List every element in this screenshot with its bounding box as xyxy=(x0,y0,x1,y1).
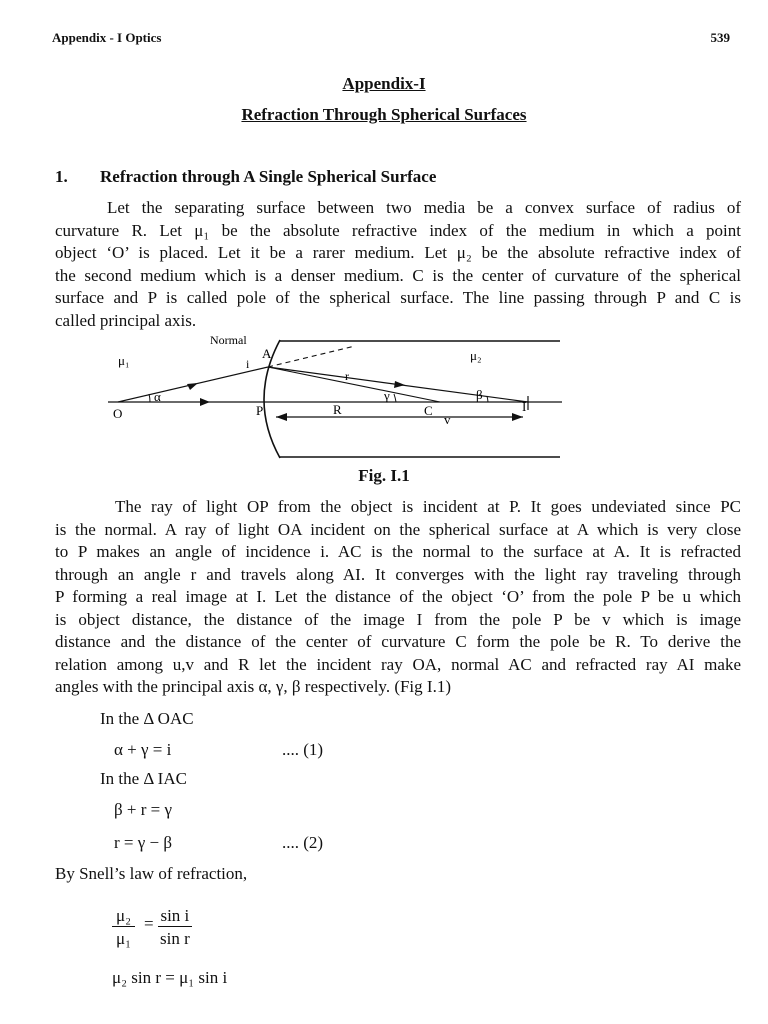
beta-label: β xyxy=(476,387,483,402)
mu1-label: μ₁ xyxy=(118,353,130,368)
equation-1: α + γ = i xyxy=(114,740,172,759)
fraction-sin-numerator: sin i xyxy=(158,906,192,927)
point-p-label: P xyxy=(256,403,264,418)
distance-v-label: v xyxy=(444,412,451,427)
fraction-mu-denominator: μ₁ xyxy=(116,929,132,948)
text-line: P forming a real image at I. Let the distance of the object ‘O’ from the pole P be u which xyxy=(55,587,741,606)
text-line: is the normal. A ray of light OA incident on the spherical surface at A which is very close xyxy=(55,519,741,539)
text-line: to P makes an angle of incidence i. AC is the normal to the surface at A. It is refracted xyxy=(55,542,741,561)
section-number: 1. xyxy=(55,167,68,186)
r-angle-label: r xyxy=(345,369,349,383)
page-number: 539 xyxy=(710,30,730,45)
triangle-oac-text: In the Δ OAC xyxy=(100,709,194,728)
paragraph-derivation xyxy=(55,496,741,699)
running-header: Appendix - I Optics xyxy=(52,30,162,45)
text-line: angles with the principal axis α, γ, β respectively. (Fig I.1) xyxy=(55,677,451,696)
text-line: surface and P is called pole of the spherical surface. The line passing through P and C is xyxy=(55,288,741,307)
fraction-mu-numerator: μ₂ xyxy=(112,906,135,927)
equation-beta-r: β + r = γ xyxy=(114,800,172,819)
text-line: the second medium which is a denser medium. C is the center of curvature of the spherical xyxy=(55,265,741,285)
point-a-label: A xyxy=(262,346,272,361)
text-line: The ray of light OP from the object is incident at P. It goes undeviated since PC xyxy=(115,497,741,516)
point-o-label: O xyxy=(113,406,123,421)
point-i-label: I xyxy=(522,399,527,414)
text-line: relation among u,v and R let the incident ray OA, normal AC and refracted ray AI make xyxy=(55,654,741,674)
text-line: Let the separating surface between two media be a convex surface of radius of xyxy=(107,198,741,217)
equation-2: r = γ − β xyxy=(114,833,172,852)
text-line: distance and the distance of the center of curvature C form the pole be R. To derive the xyxy=(55,632,741,651)
equation-snell-form: μ₂ sin r = μ₁ sin i xyxy=(112,968,228,987)
point-r-label: R xyxy=(333,402,342,417)
appendix-subtitle: Refraction Through Spherical Surfaces xyxy=(241,105,527,124)
gamma-label: γ xyxy=(384,388,390,403)
refracted-ray-arrow xyxy=(394,381,405,388)
equation-2-number: .... (2) xyxy=(282,833,324,852)
alpha-label: α xyxy=(154,389,161,404)
fraction-sin xyxy=(158,906,192,951)
figure-caption: Fig. I.1 xyxy=(358,466,410,485)
text-line: called principal axis. xyxy=(55,310,197,330)
point-c-label: C xyxy=(424,403,433,418)
normal-line-ac xyxy=(268,367,440,402)
incident-ray-arrow xyxy=(187,383,198,390)
text-line: curvature R. Let μ₁ be the absolute refractive index of the medium in which a point xyxy=(55,220,741,240)
normal-extension xyxy=(268,346,355,367)
text-line: object ‘O’ is placed. Let it be a rarer medium. Let μ₂ be the absolute refractive index of xyxy=(55,243,741,262)
equation-1-number: .... (1) xyxy=(282,740,324,759)
refraction-figure xyxy=(0,330,768,465)
snell-law-text: By Snell’s law of refraction, xyxy=(55,864,248,883)
i-angle-label: i xyxy=(246,357,250,371)
triangle-iac-text: In the Δ IAC xyxy=(100,769,187,788)
equals-sign: = xyxy=(144,914,154,933)
distance-arrow-left xyxy=(276,413,287,421)
gamma-arc xyxy=(394,394,396,402)
fraction-mu xyxy=(112,906,135,951)
alpha-arc xyxy=(149,394,150,402)
axis-arrow xyxy=(200,398,210,406)
text-line: through an angle r and travels along AI. It converges with the light ray traveling through xyxy=(55,564,741,584)
appendix-title: Appendix-I xyxy=(342,74,426,93)
section-heading xyxy=(55,167,436,187)
text-line: is object distance, the distance of the image I from the pole P be v which is image xyxy=(55,609,741,629)
distance-arrow-right xyxy=(512,413,523,421)
fraction-sin-denominator: sin r xyxy=(160,929,190,948)
paragraph-intro xyxy=(55,197,741,332)
mu2-label: μ₂ xyxy=(470,348,482,363)
section-title: Refraction through A Single Spherical Surface xyxy=(100,167,437,186)
normal-label: Normal xyxy=(210,333,247,347)
